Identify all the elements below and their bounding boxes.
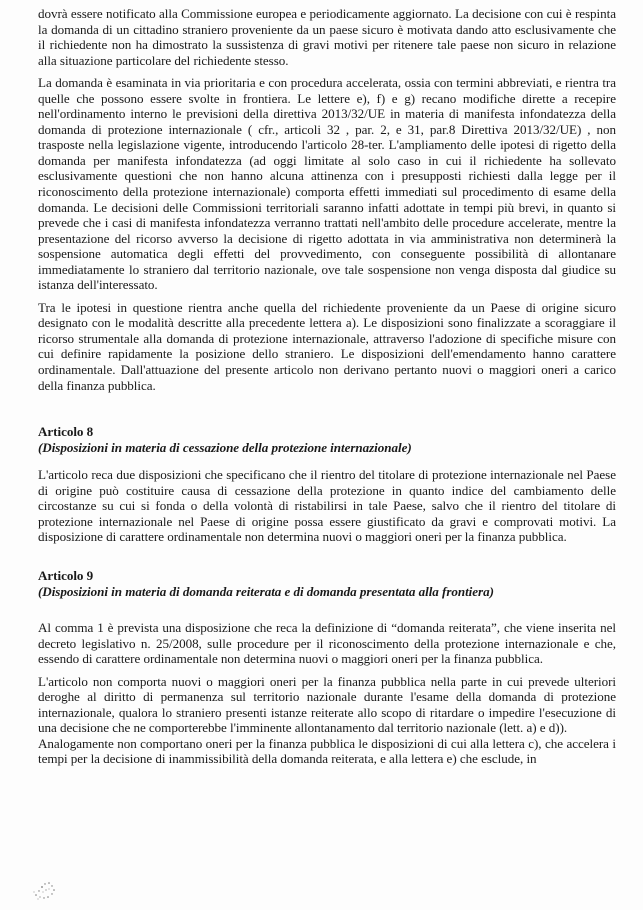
article-8-section <box>38 424 616 545</box>
article-8-heading: Articolo 8 <box>38 424 94 440</box>
paragraph-continuation: dovrà essere notificato alla Commissione europea e periodicamente aggiornato. La decisione con cui è respinta la domanda di un cittadino straniero proveniente da un paese sicuro è motivata dando atto esclusivamente che il richiedente non ha dimostrato la sussistenza di gravi motivi per ritenere tale paese non sicuro in relazione alla situazione particolare del richiedente stesso. <box>38 6 616 68</box>
article-9-paragraph-1: Al comma 1 è prevista una disposizione che reca la definizione di “domanda reiterata”, che viene inserita nel decreto legislativo n. 25/2008, sulle procedure per il riconoscimento della protezione internazionale e che, essendo di carattere ordinamentale non determina nuovi o maggiori oneri per la finanza pubblica. <box>38 620 616 667</box>
paragraph-safe-country: Tra le ipotesi in questione rientra anche quella del richiedente proveniente da un Paese di origine sicuro designato con le modalità descritte alla precedente lettera a). Le disposizioni sono finalizzate a scoraggiare il ricorso strumentale alla domanda di protezione internazionale, attraverso l'adozione di specifiche misure con cui definire rapidamente la posizione dello straniero. Le disposizioni dell'emendamento hanno carattere ordinamentale. Dall'attuazione del presente articolo non derivano pertanto nuovi o maggiori oneri a carico della finanza pubblica. <box>38 299 616 393</box>
paragraph-accelerated-procedure: La domanda è esaminata in via prioritaria e con procedura accelerata, ossia con termini abbreviati, e rientra tra quelle che possono essere svolte in frontiera. Le lettere e), f) e g) recano modifiche dirette a recepire nell'ordinamento interno le previsioni della direttiva 2013/32/UE in materia di manifesta infondatezza della domanda di protezione internazionale ( cfr., articoli 32 , par. 2, e 31, par.8 Direttiva 2013/32/UE) , non trasposte nella legislazione vigente, introducendo l'articolo 28-ter. L'ampliamento delle ipotesi di rigetto della domanda per manifesta infondatezza (ad oggi limitate al solo caso in cui il richiedente ha sollevato esclusivamente questioni che non hanno alcuna attinenza con i presupposti richiesti dalla legge per il riconoscimento della protezione internazionale) comporta effetti immediati sul procedimento di esame della domanda. Le decisioni delle Commissioni territoriali saranno infatti adottate in tempi più brevi, in quanto si prevede che i casi di manifesta infondatezza verranno trattati nell'ambito delle procedure accelerate, mentre la presentazione del ricorso avverso la decisione di rigetto adottata in via amministrativa non determinerà la sospensione automatica degli effetti del provvedimento, con conseguente possibilità di allontanare immediatamente lo straniero dal territorio nazionale, ove tale sospensione non venga disposta dal giudice su istanza dell'interessato. <box>38 75 616 293</box>
article-9-paragraph-2: L'articolo non comporta nuovi o maggiori oneri per la finanza pubblica nella parte in cui prevede ulteriori deroghe al diritto di permanenza sul territorio nazionale durante l'esame della domanda di protezione internazionale, qualora lo straniero presenti istanze reiterate allo scopo di ritardare o impedire l'esecuzione di una decisione che ne comporterebbe l'imminente allontanamento dal territorio nazionale (lett. a) e d)). <box>38 673 616 736</box>
article-8-subheading: (Disposizioni in materia di cessazione della protezione internazionale) <box>38 439 412 455</box>
stamp-mark-icon <box>30 875 60 903</box>
article-9-subheading: (Disposizioni in materia di domanda reiterata e di domanda presentata alla frontiera) <box>38 583 494 599</box>
article-8-paragraph: L'articolo reca due disposizioni che specificano che il rientro del titolare di protezione internazionale nel Paese di origine può costituire causa di cessazione della protezione in quanto indice del cambiamento delle circostanze su cui si fonda o della volontà di ristabilirsi in tale Paese, salvo che il rientro del titolare di protezione internazionale nel Paese di origine possa essere giustificato da gravi e comprovati motivi. La disposizione di carattere ordinamentale non determina nuovi o maggiori oneri per la finanza pubblica. <box>38 467 616 545</box>
article-9-section <box>38 568 616 767</box>
document-body <box>38 6 616 767</box>
article-9-paragraph-3: Analogamente non comportano oneri per la finanza pubblica le disposizioni di cui alla lettera c), che accelera i tempi per la decisione di inammissibilità della domanda reiterata, e alla lettera e) che esclude, in <box>38 735 616 767</box>
article-9-heading: Articolo 9 <box>38 567 94 583</box>
